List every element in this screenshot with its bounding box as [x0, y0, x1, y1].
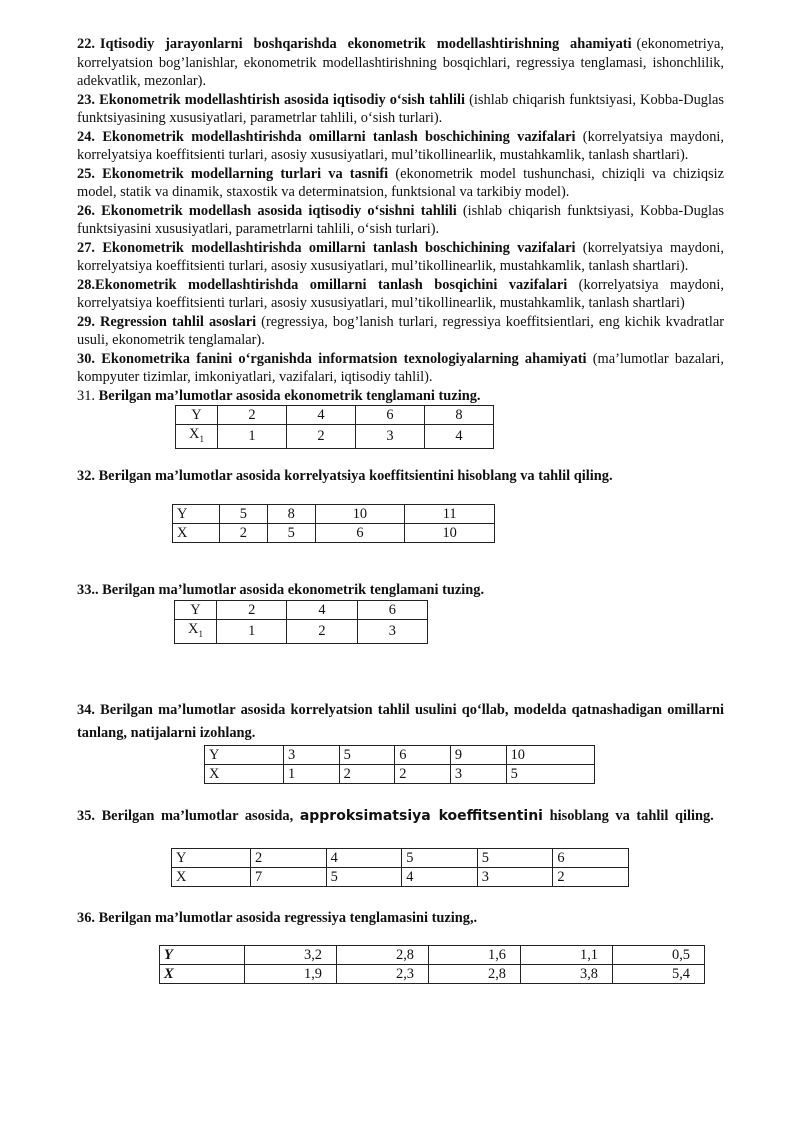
table-row — [172, 867, 629, 886]
table-row — [176, 425, 494, 449]
data-table-34 — [204, 745, 595, 784]
table-cell: 2,8 — [429, 965, 521, 984]
row-label-sub: 1 — [199, 433, 204, 444]
row-label: Y — [205, 745, 284, 764]
table-cell: 10 — [506, 745, 594, 764]
question-title: Ekonometrik modellashtirishda omillarni tanlash boschichining vazifalari — [102, 128, 576, 145]
data-table-36 — [159, 945, 705, 984]
question-desc: (ishlab chiqarish funktsiyasi, Kobba-Duglas funktsiyasini xususiyatlari, parametrlarni tahlili, o‘sish turlari). — [77, 202, 724, 237]
table-cell: 9 — [450, 745, 506, 764]
question-33 — [77, 581, 724, 600]
table-cell: 8 — [425, 406, 494, 425]
table-cell: 1 — [217, 619, 287, 643]
table-cell: 2 — [339, 764, 395, 783]
question-title: 34. Berilgan ma’lumotlar asosida korrelyatsion tahlil usulini qo‘llab, modelda qatnashadigan omillarni tanlang, natijalarni izohlang. — [77, 701, 724, 741]
table-cell: 6 — [553, 848, 629, 867]
question-title: Ekonometrik modellashtirishda omillarni tanlash boschichining vazifalari — [102, 239, 576, 256]
table-cell: 6 — [357, 600, 427, 619]
row-label — [176, 425, 218, 449]
intro-questions — [77, 35, 724, 387]
question-32 — [77, 467, 724, 486]
question-number: 29. — [77, 313, 95, 330]
row-label: X — [160, 965, 245, 984]
table-cell: 7 — [251, 867, 327, 886]
table-cell: 4 — [287, 406, 356, 425]
question-number: 31. — [77, 387, 95, 404]
question-24 — [77, 128, 724, 165]
question-desc: (ma’lumotlar bazalari, kompyuter tizimlar, imkoniyatlari, vazifalari, iqtisodiy tahlil). — [77, 350, 725, 385]
table-cell: 3,8 — [521, 965, 613, 984]
question-31 — [77, 387, 724, 406]
table-cell: 1,9 — [245, 965, 337, 984]
table-cell: 2 — [220, 524, 268, 543]
table-cell: 6 — [395, 745, 451, 764]
table-row — [205, 745, 595, 764]
table-row — [172, 848, 629, 867]
data-table-31 — [175, 405, 494, 449]
table-cell: 5 — [339, 745, 395, 764]
question-28 — [77, 276, 724, 313]
question-desc: (ishlab chiqarish funktsiyasi, Kobba-Duglas funktsiyasining xususiyatlari, parametrlar tahlili, o‘sish turlari). — [77, 91, 724, 126]
table-row — [160, 965, 705, 984]
question-30 — [77, 350, 724, 387]
question-34 — [77, 699, 724, 745]
document-page — [77, 35, 724, 984]
row-label: Y — [172, 848, 251, 867]
row-label-text: X — [189, 426, 200, 442]
table-cell: 2 — [217, 600, 287, 619]
table-cell: 2 — [251, 848, 327, 867]
question-title: Berilgan ma’lumotlar asosida ekonometrik tenglamani tuzing. — [98, 387, 481, 404]
table-cell: 2 — [218, 406, 287, 425]
row-label — [175, 619, 217, 643]
question-title: Ekonometrik modellashtirish asosida iqtisodiy o‘sish tahlili — [99, 91, 466, 108]
row-label-sub: 1 — [198, 628, 203, 639]
table-cell: 3 — [284, 745, 340, 764]
data-table-33 — [174, 600, 428, 644]
table-cell: 3,2 — [245, 946, 337, 965]
question-desc: (regressiya, bog’lanish turlari, regressiya koeffitsientlari, eng kichik kvadratlar usuli, ekonometrik tenglamalar). — [77, 313, 724, 348]
row-label: Y — [176, 406, 218, 425]
question-title: Ekonometrik modellashtirishda omillarni tanlash bosqichini vazifalari — [95, 276, 568, 293]
table-cell: 4 — [326, 848, 402, 867]
table-cell: 4 — [425, 425, 494, 449]
table-cell: 8 — [267, 505, 315, 524]
question-desc: (korrelyatsiya maydoni, korrelyatsiya koeffitsienti turlari, asosiy xususiyatlari, mul’tikollinearlik, mustahkamlik, tanlash shartlari). — [77, 128, 724, 163]
table-cell: 1 — [284, 764, 340, 783]
question-title: Ekonometrik modellash asosida iqtisodiy o‘sishni tahlili — [101, 202, 457, 219]
table-cell: 3 — [357, 619, 427, 643]
question-title: 32. Berilgan ma’lumotlar asosida korrelyatsiya koeffitsientini hisoblang va tahlil qiling. — [77, 467, 613, 484]
question-title-suffix: hisoblang va tahlil qiling. — [549, 807, 714, 824]
question-title: Regression tahlil asoslari — [100, 313, 257, 330]
question-number: 28. — [77, 276, 95, 293]
question-26 — [77, 202, 724, 239]
question-number: 26. — [77, 202, 95, 219]
table-cell: 5 — [402, 848, 478, 867]
question-number: 25. — [77, 165, 95, 182]
table-cell: 1 — [218, 425, 287, 449]
question-number: 22. — [77, 36, 95, 52]
row-label: Y — [173, 505, 220, 524]
question-title: Ekonometrika fanini o‘rganishda informatsion texnologiyalarning ahamiyati — [101, 350, 587, 367]
table-cell: 5,4 — [613, 965, 705, 984]
question-25 — [77, 165, 724, 202]
question-35 — [77, 806, 724, 826]
question-number: 23. — [77, 91, 95, 108]
row-label: X — [205, 764, 284, 783]
question-title: Ekonometrik modellarning turlari va tasnifi — [102, 165, 389, 182]
question-title: Iqtisodiy jarayonlarni boshqarishda ekonometrik modellashtirishning ahamiyati — [99, 36, 632, 52]
table-cell: 5 — [267, 524, 315, 543]
question-title: 33.. Berilgan ma’lumotlar asosida ekonometrik tenglamani tuzing. — [77, 582, 485, 599]
data-table-32 — [172, 504, 495, 543]
question-title: 36. Berilgan ma’lumotlar asosida regressiya tenglamasini tuzing,. — [77, 909, 478, 926]
table-cell: 2 — [287, 425, 356, 449]
question-desc: (korrelyatsiya maydoni, korrelyatsiya koeffitsienti turlari, asosiy xususiyatlari, mul’tikollinearlik, mustahkamlik, tanlash shartlari) — [77, 276, 724, 311]
question-29 — [77, 313, 724, 350]
table-row — [175, 600, 428, 619]
data-table-35 — [171, 848, 629, 887]
question-desc: (korrelyatsiya maydoni, korrelyatsiya koeffitsienti turlari, asosiy xususiyatlari, mul’tikollinearlik, mustahkamlik, tanlash shartlari). — [77, 239, 724, 274]
table-cell: 2,3 — [337, 965, 429, 984]
table-cell: 2 — [395, 764, 451, 783]
table-row — [160, 946, 705, 965]
table-cell: 1,1 — [521, 946, 613, 965]
row-label: Y — [175, 600, 217, 619]
question-term: approksimatsiya koeffitsentini — [299, 807, 543, 824]
question-title: 35. Berilgan ma’lumotlar asosida, — [77, 807, 294, 824]
table-cell: 3 — [477, 867, 553, 886]
table-cell: 2 — [553, 867, 629, 886]
question-27 — [77, 239, 724, 276]
question-22 — [77, 35, 724, 91]
row-label: X — [173, 524, 220, 543]
table-row — [173, 524, 495, 543]
row-label: Y — [160, 946, 245, 965]
table-cell: 4 — [402, 867, 478, 886]
question-36 — [77, 909, 724, 928]
table-cell: 10 — [405, 524, 495, 543]
row-label: X — [172, 867, 251, 886]
table-row — [205, 764, 595, 783]
table-cell: 2 — [287, 619, 357, 643]
table-cell: 6 — [356, 406, 425, 425]
table-cell: 3 — [356, 425, 425, 449]
table-cell: 5 — [220, 505, 268, 524]
table-cell: 6 — [315, 524, 405, 543]
table-cell: 4 — [287, 600, 357, 619]
question-desc: (ekonometrik model tushunchasi, chiziqli va chiziqsiz model, statik va dinamik, staxostik va determinatsion, funktsional va tarkibiy model). — [77, 165, 725, 200]
question-number: 27. — [77, 239, 95, 256]
table-cell: 1,6 — [429, 946, 521, 965]
table-row — [175, 619, 428, 643]
question-desc: (ekonometriya, korrelyatsion bog’lanishlar, ekonometrik modellashtirishning bosqichlari, regressiya tenglamasi, ishonchlilik, adekvatlik, mezonlar). — [77, 36, 724, 89]
table-cell: 5 — [506, 764, 594, 783]
question-number: 24. — [77, 128, 95, 145]
row-label-text: X — [188, 620, 199, 637]
table-cell: 5 — [477, 848, 553, 867]
question-number: 30. — [77, 350, 95, 367]
table-cell: 2,8 — [337, 946, 429, 965]
question-23 — [77, 91, 724, 128]
table-row — [173, 505, 495, 524]
table-cell: 11 — [405, 505, 495, 524]
table-cell: 5 — [326, 867, 402, 886]
table-row — [176, 406, 494, 425]
table-cell: 10 — [315, 505, 405, 524]
table-cell: 3 — [450, 764, 506, 783]
table-cell: 0,5 — [613, 946, 705, 965]
